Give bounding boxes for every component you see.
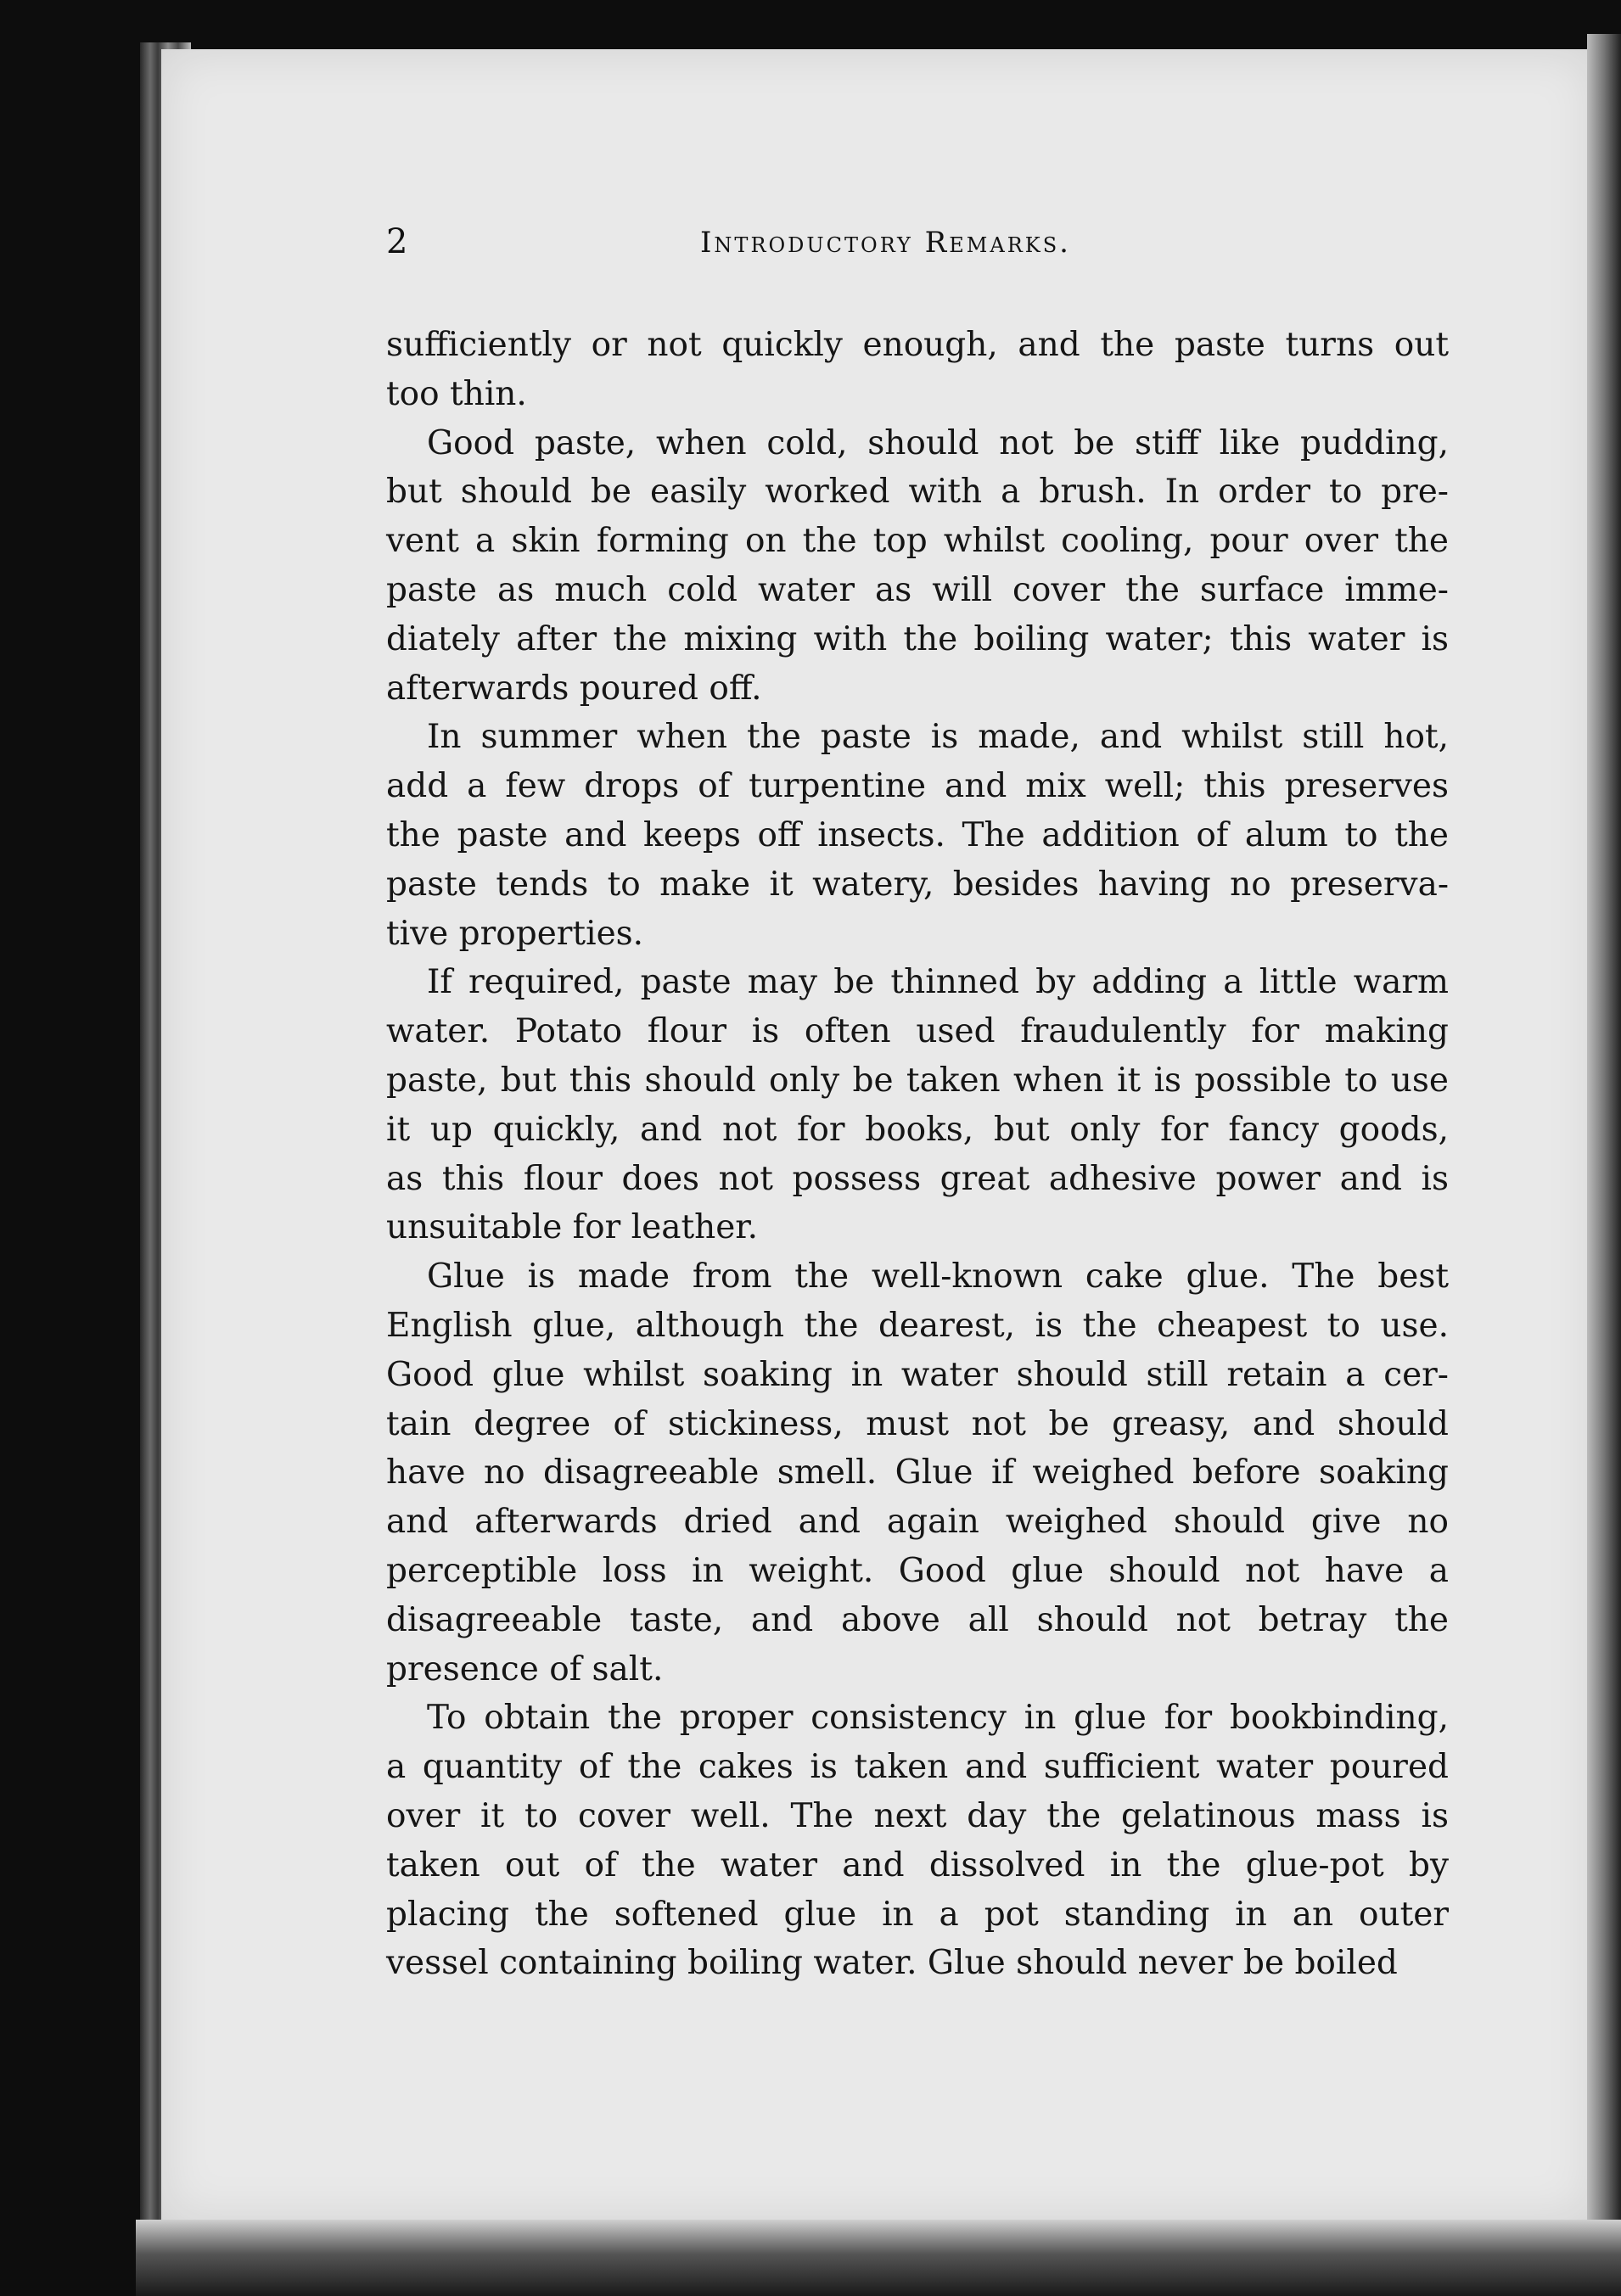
- text-line: have no disagreeable smell. Glue if weighed before soaking: [386, 1453, 1449, 1492]
- text-line: To obtain the proper consistency in glue for bookbinding,: [427, 1699, 1449, 1738]
- text-line: add a few drops of turpentine and mix well; this preserves: [386, 767, 1449, 806]
- text-line: presence of salt.: [386, 1649, 664, 1688]
- text-line: Good glue whilst soaking in water should still retain a cer-: [386, 1355, 1449, 1394]
- text-line: Glue is made from the well-known cake glue. The best: [427, 1257, 1449, 1296]
- page-bottom-edge: [136, 2220, 1621, 2296]
- text-line: paste as much cold water as will cover the surface imme-: [386, 570, 1449, 609]
- running-title: Introductory Remarks.: [700, 226, 1071, 260]
- text-line: perceptible loss in weight. Good glue should not have a: [386, 1551, 1449, 1590]
- text-line: afterwards poured off.: [386, 669, 762, 708]
- text-line: a quantity of the cakes is taken and sufficient water poured: [386, 1748, 1449, 1787]
- text-line: paste, but this should only be taken when it is possible to use: [386, 1061, 1449, 1100]
- text-line: diately after the mixing with the boiling water; this water is: [386, 619, 1449, 658]
- text-line: unsuitable for leather.: [386, 1208, 759, 1247]
- text-line: too thin.: [386, 374, 527, 413]
- text-line: but should be easily worked with a brush. In order to pre-: [386, 473, 1449, 512]
- text-line: as this flour does not possess great adhesive power and is: [386, 1159, 1449, 1198]
- text-line: taken out of the water and dissolved in the glue-pot by: [386, 1845, 1449, 1884]
- text-line: Good paste, when cold, should not be stiff like pudding,: [427, 423, 1449, 462]
- text-line: water. Potato flour is often used fraudulently for making: [386, 1012, 1449, 1051]
- page-right-edge: [1587, 34, 1621, 2257]
- body-text: [386, 321, 1449, 1988]
- text-line: vessel containing boiling water. Glue should never be boiled: [386, 1944, 1398, 1983]
- text-line: placing the softened glue in a pot standing in an outer: [386, 1895, 1449, 1934]
- text-line: disagreeable taste, and above all should not betray the: [386, 1600, 1449, 1639]
- text-line: it up quickly, and not for books, but only for fancy goods,: [386, 1110, 1449, 1149]
- text-line: over it to cover well. The next day the gelatinous mass is: [386, 1796, 1449, 1835]
- text-line: paste tends to make it watery, besides having no preserva-: [386, 865, 1449, 904]
- text-line: In summer when the paste is made, and whilst still hot,: [427, 718, 1449, 757]
- text-line: tive properties.: [386, 914, 644, 953]
- text-line: English glue, although the dearest, is the cheapest to use.: [386, 1306, 1449, 1345]
- text-line: sufficiently or not quickly enough, and the paste turns out: [386, 326, 1449, 364]
- text-line: vent a skin forming on the top whilst cooling, pour over the: [386, 522, 1449, 561]
- page-header: [386, 222, 1447, 273]
- text-line: tain degree of stickiness, must not be greasy, and should: [386, 1404, 1449, 1443]
- page-number: 2: [386, 222, 408, 261]
- text-line: If required, paste may be thinned by adding a little warm: [427, 963, 1449, 1002]
- text-line: and afterwards dried and again weighed should give no: [386, 1503, 1449, 1542]
- text-line: the paste and keeps off insects. The addition of alum to the: [386, 815, 1449, 854]
